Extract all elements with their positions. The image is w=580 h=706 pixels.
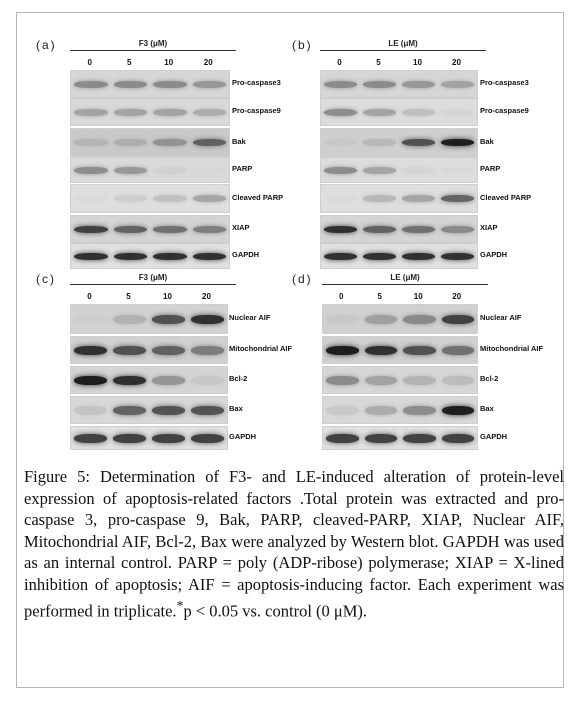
protein-band — [324, 253, 357, 260]
protein-band — [363, 139, 396, 146]
protein-band — [114, 81, 148, 88]
protein-band — [365, 346, 398, 355]
protein-band — [326, 406, 359, 415]
protein-band — [74, 195, 108, 202]
dose-label: 10 — [164, 58, 174, 67]
protein-band — [152, 434, 185, 443]
protein-band — [74, 376, 107, 385]
protein-band — [152, 376, 185, 385]
protein-band — [363, 195, 396, 202]
panel-letter: (b) — [292, 38, 313, 52]
panel-letter: (d) — [292, 272, 313, 286]
dose-label: 5 — [126, 292, 131, 301]
protein-label: Bax — [229, 404, 243, 413]
protein-band — [326, 376, 359, 385]
dose-label: 0 — [87, 58, 92, 67]
protein-band — [402, 195, 435, 202]
protein-band — [365, 406, 398, 415]
figure-caption — [24, 466, 564, 622]
protein-band — [153, 226, 187, 233]
protein-band — [324, 226, 357, 233]
protein-band — [441, 195, 474, 202]
western-blot-strip — [70, 157, 230, 183]
protein-band — [193, 109, 227, 116]
protein-band — [74, 315, 107, 324]
protein-band — [193, 167, 227, 174]
dose-label: 5 — [377, 292, 382, 301]
western-blot-strip — [322, 336, 478, 364]
protein-band — [74, 346, 107, 355]
protein-label: Mitochondrial AIF — [480, 344, 544, 353]
protein-band — [191, 434, 224, 443]
treatment-label: F3 (μM) — [138, 39, 168, 48]
western-blot-strip — [320, 98, 478, 126]
western-blot-strip — [322, 366, 478, 394]
protein-label: Bak — [480, 136, 494, 146]
protein-label: Nuclear AIF — [480, 313, 522, 322]
protein-label: Pro-caspase9 — [480, 106, 529, 115]
treatment-label: LE (μM) — [388, 39, 418, 48]
protein-band — [402, 81, 435, 88]
western-blot-strip — [70, 215, 230, 243]
protein-band — [113, 315, 146, 324]
protein-band — [324, 167, 357, 174]
dose-label: 20 — [452, 58, 461, 67]
treatment-line — [322, 284, 488, 285]
protein-label: GAPDH — [480, 250, 508, 259]
protein-label: Bak — [232, 136, 246, 146]
protein-band — [191, 315, 224, 324]
protein-band — [152, 315, 185, 324]
protein-band — [191, 346, 224, 355]
protein-band — [153, 167, 187, 174]
protein-band — [403, 406, 436, 415]
protein-band — [74, 109, 108, 116]
protein-band — [324, 109, 357, 116]
protein-band — [193, 81, 227, 88]
protein-band — [363, 81, 396, 88]
western-blot-strip — [320, 128, 478, 157]
treatment-label: F3 (μM) — [138, 273, 168, 282]
western-blot-strip — [70, 98, 230, 126]
dose-label: 0 — [87, 292, 92, 301]
dose-label: 20 — [203, 58, 213, 67]
protein-band — [113, 406, 146, 415]
protein-band — [114, 253, 148, 260]
protein-band — [402, 109, 435, 116]
dose-label: 10 — [163, 292, 172, 301]
panel-letter: (a) — [36, 38, 57, 52]
protein-band — [363, 109, 396, 116]
protein-label: Nuclear AIF — [229, 313, 271, 322]
western-blot-strip — [320, 215, 478, 243]
western-blot-strip — [320, 184, 478, 213]
protein-label: Pro-caspase9 — [232, 106, 281, 115]
protein-band — [152, 346, 185, 355]
protein-band — [402, 139, 435, 146]
western-blot-strip — [322, 426, 478, 450]
protein-band — [441, 226, 474, 233]
protein-band — [114, 226, 148, 233]
protein-band — [191, 406, 224, 415]
western-blot-strip — [70, 184, 230, 213]
western-blot-strip — [320, 70, 478, 98]
protein-band — [403, 434, 436, 443]
protein-label: PARP — [480, 164, 501, 173]
protein-band — [114, 167, 148, 174]
protein-band — [74, 226, 108, 233]
protein-band — [403, 346, 436, 355]
protein-label: XIAP — [232, 223, 250, 232]
protein-band — [441, 109, 474, 116]
protein-band — [193, 139, 227, 146]
protein-band — [324, 195, 357, 202]
protein-band — [326, 315, 359, 324]
protein-label: GAPDH — [229, 432, 257, 441]
western-blot-strip — [70, 304, 228, 334]
protein-band — [191, 376, 224, 385]
protein-band — [113, 346, 146, 355]
protein-label: PARP — [232, 164, 253, 173]
protein-band — [363, 226, 396, 233]
dose-label: 20 — [452, 292, 462, 301]
protein-band — [442, 376, 475, 385]
protein-band — [153, 195, 187, 202]
protein-label: Pro-caspase3 — [232, 78, 281, 87]
protein-band — [326, 346, 359, 355]
protein-band — [363, 167, 396, 174]
protein-label: Mitochondrial AIF — [229, 344, 293, 353]
western-blot-strip — [70, 70, 230, 98]
protein-band — [114, 109, 148, 116]
protein-band — [402, 167, 435, 174]
western-blot-strip — [70, 336, 228, 364]
dose-label: 0 — [337, 58, 342, 67]
dose-label: 10 — [413, 58, 422, 67]
protein-band — [113, 376, 146, 385]
protein-band — [153, 81, 187, 88]
western-blot-strip — [70, 366, 228, 394]
protein-band — [442, 315, 475, 324]
protein-band — [324, 81, 357, 88]
protein-band — [363, 253, 396, 260]
protein-label: Cleaved PARP — [480, 192, 532, 202]
protein-band — [365, 434, 398, 443]
significance-mark: * — [176, 598, 184, 613]
protein-band — [74, 81, 108, 88]
western-blot-strip — [320, 243, 478, 269]
protein-band — [113, 434, 146, 443]
protein-label: Pro-caspase3 — [480, 78, 529, 87]
protein-band — [441, 253, 474, 260]
dose-label: 5 — [127, 58, 132, 67]
western-blot-strip — [70, 128, 230, 157]
protein-band — [152, 406, 185, 415]
protein-band — [441, 167, 474, 174]
protein-band — [74, 434, 107, 443]
dose-label: 5 — [376, 58, 381, 67]
protein-band — [441, 81, 474, 88]
protein-band — [402, 226, 435, 233]
western-blot-strip — [320, 157, 478, 183]
protein-band — [403, 376, 436, 385]
protein-band — [74, 406, 107, 415]
treatment-line — [70, 50, 236, 51]
caption-text: Determination of F3- and LE-induced alteration of protein-level expression of apoptosis-related factors .Total protein was extracted and pro-caspase 3, pro-caspase 9, Bak, PARP, cleaved-PARP, XIAP, Nuclear AIF, Mitochondrial AIF, Bcl-2, Bax were analyzed by Western blot. GAPDH was used as an internal control. PARP = poly (ADP-ribose) polymerase; XIAP = X-lined inhibition of apoptosis; AIF = apoptosis-inducing factor. Each experiment was performed in triplicate. — [24, 467, 564, 621]
protein-label: Bcl-2 — [229, 374, 248, 383]
western-blot-strip — [70, 396, 228, 424]
protein-band — [74, 253, 108, 260]
protein-band — [114, 195, 148, 202]
western-blot-strip — [322, 396, 478, 424]
protein-band — [326, 434, 359, 443]
protein-band — [193, 253, 227, 260]
protein-label: GAPDH — [232, 250, 260, 259]
protein-label: XIAP — [480, 223, 498, 232]
dose-label: 0 — [339, 292, 344, 301]
protein-band — [324, 139, 357, 146]
significance-text: p < 0.05 vs. control (0 μM). — [183, 601, 368, 621]
dose-label: 10 — [413, 292, 423, 301]
protein-band — [442, 346, 475, 355]
protein-band — [74, 139, 108, 146]
protein-band — [442, 406, 475, 415]
protein-label: Cleaved PARP — [232, 192, 284, 202]
protein-label: Bcl-2 — [480, 374, 499, 383]
protein-band — [442, 434, 475, 443]
protein-band — [153, 139, 187, 146]
protein-band — [403, 315, 436, 324]
protein-band — [153, 109, 187, 116]
protein-band — [153, 253, 187, 260]
protein-band — [114, 139, 148, 146]
protein-band — [365, 315, 398, 324]
protein-band — [365, 376, 398, 385]
treatment-line — [70, 284, 236, 285]
panel-letter: (c) — [36, 272, 56, 286]
caption-label: Figure 5: — [24, 467, 90, 486]
protein-label: GAPDH — [480, 432, 508, 441]
protein-band — [402, 253, 435, 260]
western-blot-strip — [70, 243, 230, 269]
western-blot-strip — [70, 426, 228, 450]
protein-band — [193, 226, 227, 233]
protein-band — [193, 195, 227, 202]
dose-label: 20 — [202, 292, 211, 301]
protein-label: Bax — [480, 404, 494, 413]
protein-band — [441, 139, 474, 146]
protein-band — [74, 167, 108, 174]
treatment-line — [320, 50, 486, 51]
western-blot-strip — [322, 304, 478, 334]
treatment-label: LE (μM) — [390, 273, 420, 282]
